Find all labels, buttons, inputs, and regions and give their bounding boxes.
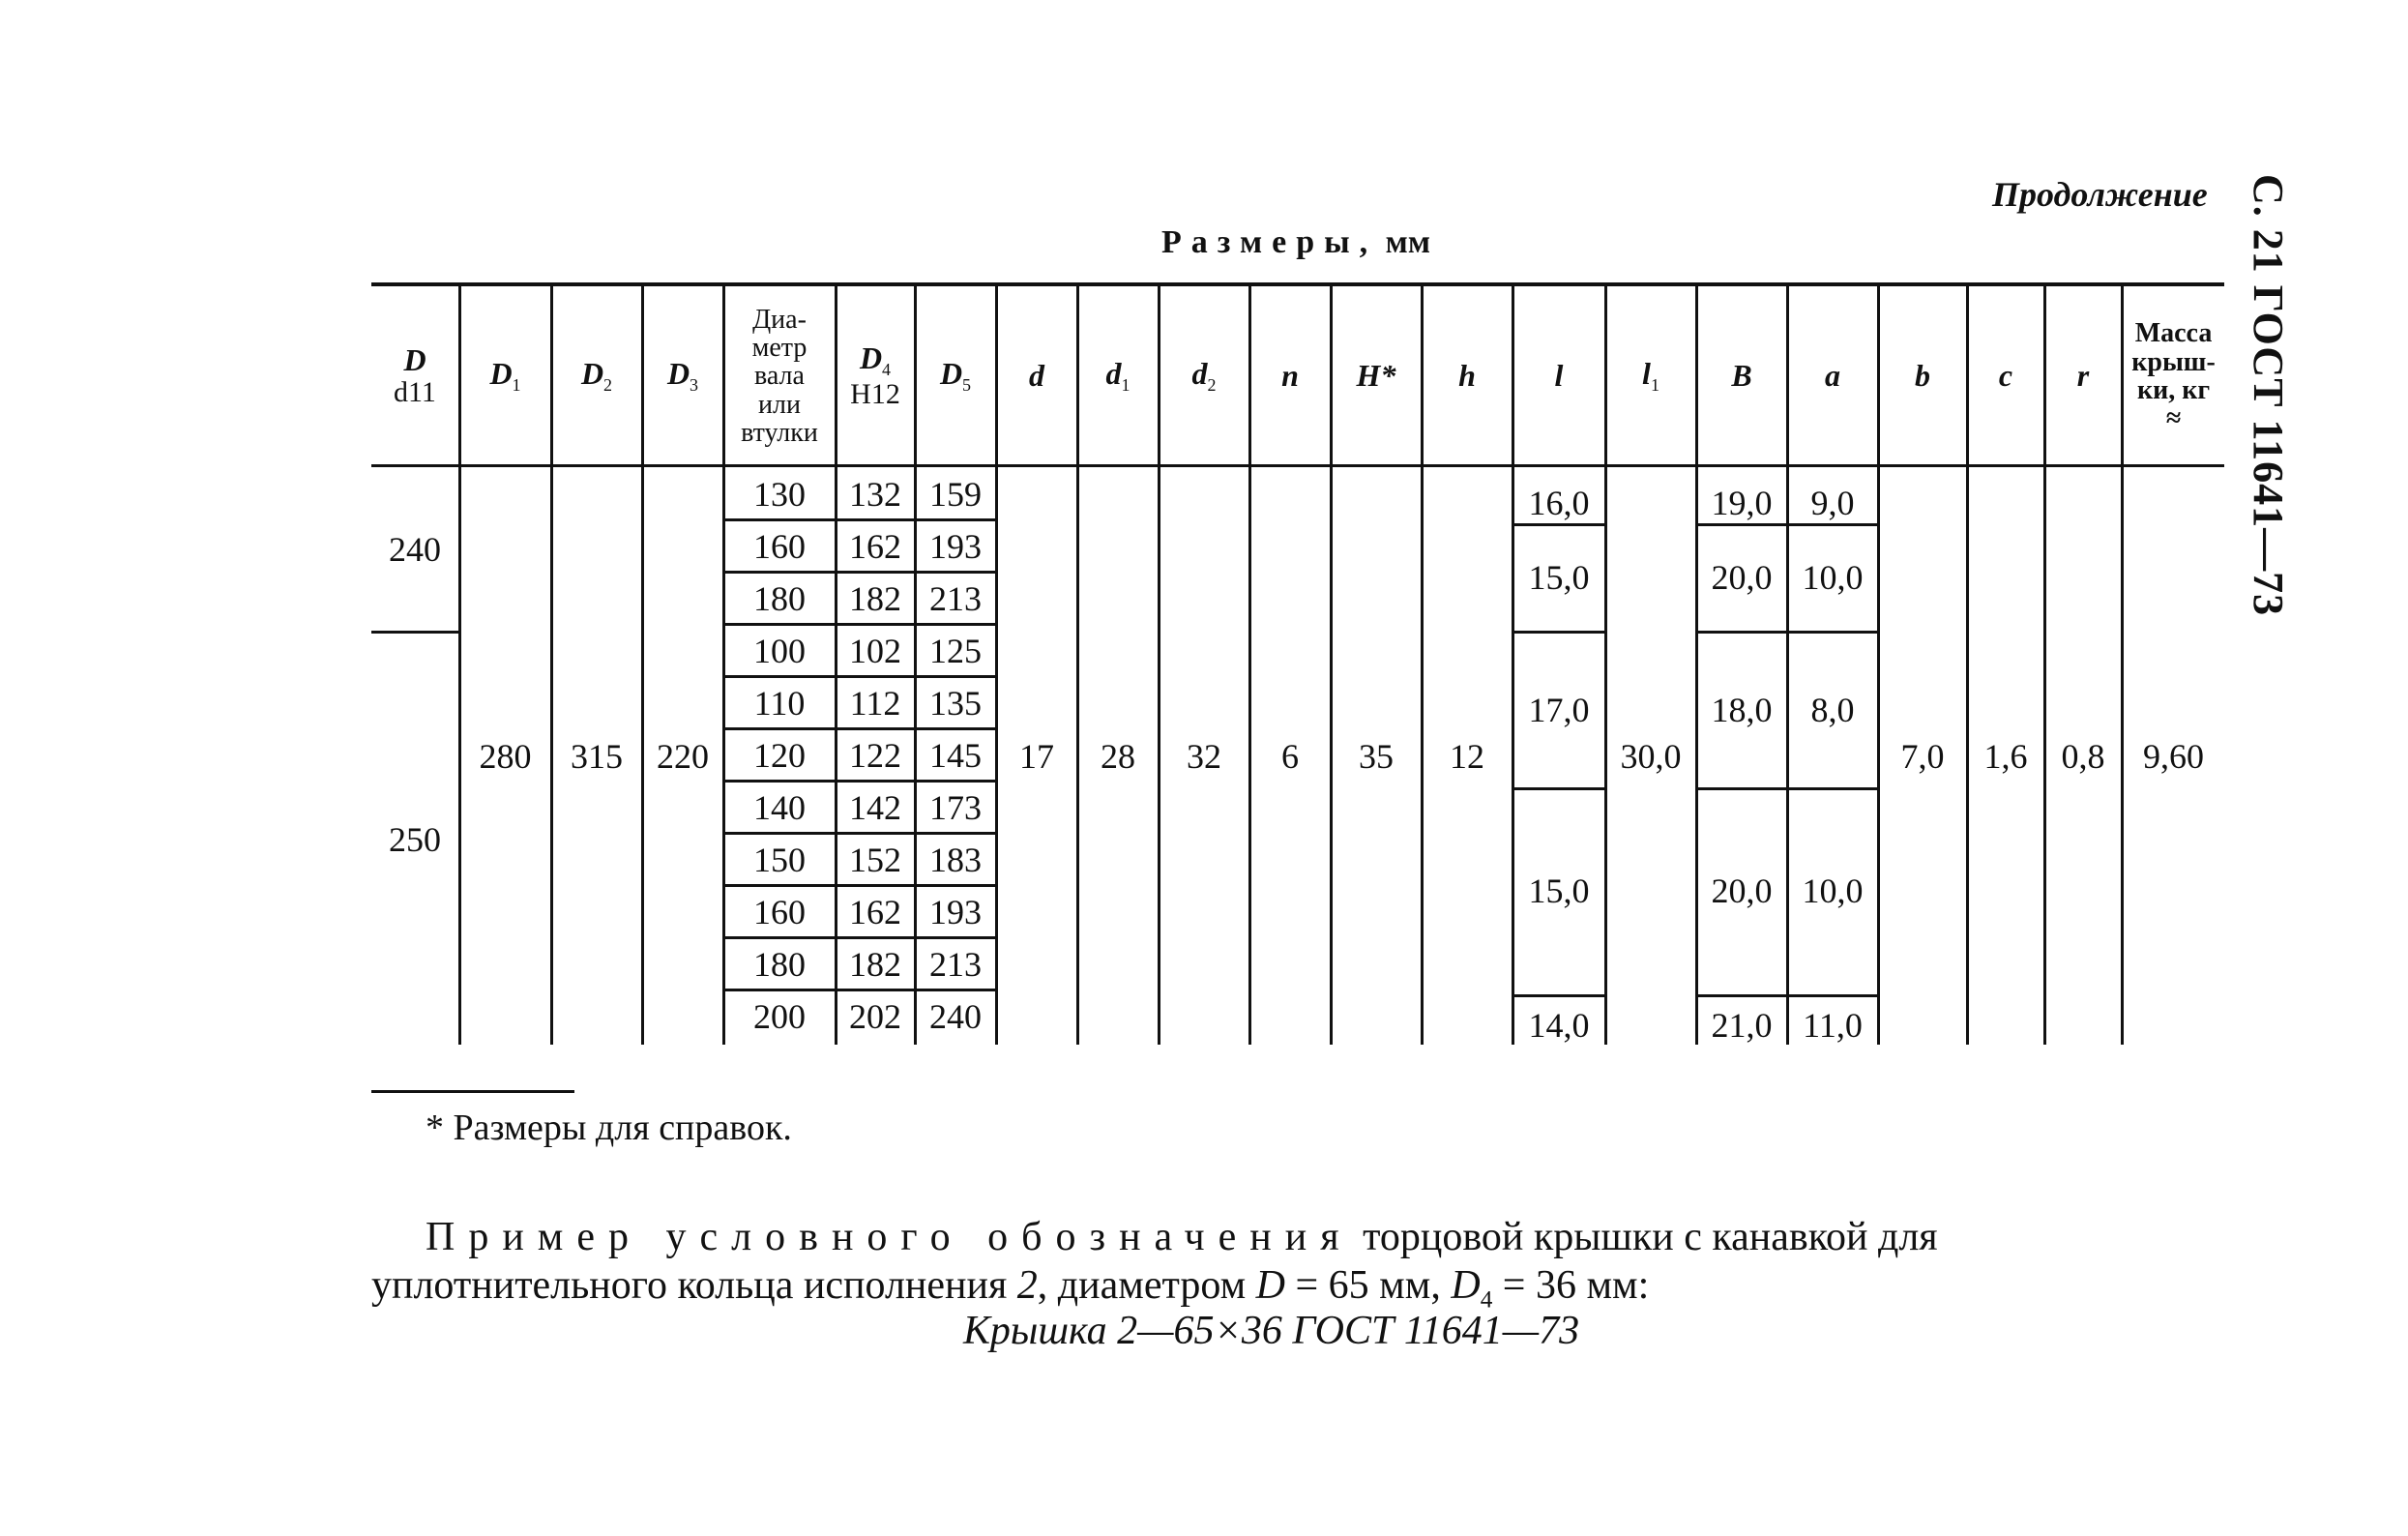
row-rule (724, 727, 995, 730)
cell-shaft: 150 (753, 841, 806, 879)
cell-d5: 240 (929, 997, 982, 1036)
cell-l-group: 17,0 (1528, 691, 1590, 729)
cell-l-group: 14,0 (1528, 1006, 1590, 1045)
header-l: l (1554, 358, 1564, 394)
header-shaft-diameter: Диа-метр вала или втулки (741, 304, 818, 449)
cell-d4: 102 (849, 632, 901, 670)
footnote-rule (371, 1090, 574, 1093)
col-rule (722, 286, 725, 1045)
cell-a-group: 9,0 (1810, 484, 1855, 522)
col-rule (1421, 286, 1424, 1045)
header-D5: $D_5$ (939, 356, 972, 396)
cell-B-group: 20,0 (1711, 871, 1773, 910)
col-rule (550, 286, 553, 1045)
cell-d4: 162 (849, 893, 901, 931)
cell-b: 7,0 (1900, 737, 1945, 776)
cell-D2: 315 (571, 737, 623, 776)
header-b: b (1915, 358, 1930, 394)
col-rule (835, 286, 837, 1045)
col-rule (995, 286, 998, 1045)
l-group-divider (1513, 631, 1604, 634)
cell-shaft: 200 (753, 997, 806, 1036)
cell-shaft: 180 (753, 579, 806, 618)
cell-d4: 132 (849, 475, 901, 514)
cell-shaft: 180 (753, 945, 806, 984)
example-line-1-rest: торцовой крышки с канавкой для (1363, 1215, 1938, 1259)
header-d: d (1029, 358, 1044, 394)
col-rule (1604, 286, 1607, 1045)
cell-d5: 159 (929, 475, 982, 514)
cell-shaft: 100 (753, 632, 806, 670)
row-rule (724, 989, 995, 991)
header-B: B (1731, 358, 1752, 394)
cell-a-group: 10,0 (1802, 871, 1864, 910)
row-rule (724, 623, 995, 626)
row-rule (724, 780, 995, 783)
row-rule (724, 675, 995, 678)
header-D1: $D_1$ (489, 356, 521, 396)
cell-H: 35 (1359, 737, 1394, 776)
col-rule (2121, 286, 2124, 1045)
cell-d5: 135 (929, 684, 982, 723)
cell-D3: 220 (657, 737, 709, 776)
header-h: h (1458, 358, 1476, 394)
cell-mass: 9,60 (2143, 737, 2204, 776)
table-top-rule (371, 282, 2224, 286)
cell-n: 6 (1281, 737, 1299, 776)
cell-D1: 280 (479, 737, 532, 776)
col-rule (458, 286, 461, 1045)
row-rule (724, 832, 995, 835)
cell-d4: 162 (849, 527, 901, 566)
cell-a-group: 8,0 (1810, 691, 1855, 729)
cell-B-group: 19,0 (1711, 484, 1773, 522)
col-rule (1248, 286, 1251, 1045)
continuation-label: Продолжение (1992, 175, 2208, 214)
header-l1: $l_1$ (1642, 356, 1659, 396)
cell-h: 12 (1450, 737, 1484, 776)
cell-B-group: 20,0 (1711, 558, 1773, 597)
col-rule (914, 286, 917, 1045)
cell-l-group: 16,0 (1528, 484, 1590, 522)
col-rule (1330, 286, 1333, 1045)
header-H: H* (1356, 358, 1396, 394)
cell-d1: 28 (1101, 737, 1135, 776)
cell-d4: 112 (849, 684, 901, 723)
row-rule (724, 884, 995, 887)
header-bottom-rule (371, 464, 2224, 467)
example-spaced-heading: Пример условного обозначения (426, 1215, 1353, 1259)
cell-d5: 193 (929, 893, 982, 931)
col-rule (641, 286, 644, 1045)
cell-d4: 122 (849, 736, 901, 775)
cell-shaft: 160 (753, 893, 806, 931)
example-line-2: уплотнительного кольца исполнения 2, диаметром D = 65 мм, $D_4 = 36$ мм: (371, 1263, 1650, 1314)
cell-D-240: 240 (389, 530, 441, 569)
footnote: * Размеры для справок. (426, 1108, 792, 1148)
cell-d5: 173 (929, 788, 982, 827)
cell-d2: 32 (1187, 737, 1221, 776)
l-group-divider (1513, 523, 1604, 526)
header-a: a (1825, 358, 1840, 394)
col-rule (1695, 286, 1698, 1045)
cell-shaft: 140 (753, 788, 806, 827)
cell-d5: 183 (929, 841, 982, 879)
cell-l-group: 15,0 (1528, 558, 1590, 597)
cell-d5: 193 (929, 527, 982, 566)
header-d1: $d_1$ (1105, 356, 1131, 396)
cell-d5: 145 (929, 736, 982, 775)
cell-r: 0,8 (2061, 737, 2105, 776)
cell-d4: 182 (849, 945, 901, 984)
header-r: r (2076, 358, 2090, 394)
cell-d4: 142 (849, 788, 901, 827)
col-rule (1966, 286, 1969, 1045)
l-group-divider (1513, 787, 1604, 790)
cell-l-group: 15,0 (1528, 871, 1590, 910)
cell-a-group: 11,0 (1803, 1006, 1863, 1045)
row-rule (724, 518, 995, 521)
col-rule (1512, 286, 1514, 1045)
cell-d5: 213 (929, 945, 982, 984)
cell-shaft: 110 (753, 684, 806, 723)
col-rule (1877, 286, 1880, 1045)
header-D: D d11 (394, 342, 436, 409)
example-designation: Крышка 2—65×36 ГОСТ 11641—73 (963, 1309, 1580, 1353)
cell-B-group: 21,0 (1711, 1006, 1773, 1045)
header-mass: Масса крыш-ки, кг ≈ (2131, 318, 2216, 434)
cell-d5: 125 (929, 632, 982, 670)
cell-l1: 30,0 (1620, 737, 1682, 776)
col-rule (2043, 286, 2046, 1045)
cell-d4: 182 (849, 579, 901, 618)
cell-B-group: 18,0 (1711, 691, 1773, 729)
header-D4: $D_4$ H12 (850, 340, 900, 411)
header-d2: $d_2$ (1191, 356, 1217, 396)
example-line-1 (426, 1214, 1938, 1260)
table-title-text: Размеры, (1161, 224, 1378, 260)
cell-d4: 152 (849, 841, 901, 879)
col-rule (1158, 286, 1160, 1045)
row-rule (724, 936, 995, 939)
header-D3: $D_3$ (666, 356, 699, 396)
cell-a-group: 10,0 (1802, 558, 1864, 597)
row-rule (724, 571, 995, 574)
table-title-unit: мм (1385, 224, 1430, 260)
cell-d5: 213 (929, 579, 982, 618)
cell-shaft: 130 (753, 475, 806, 514)
page-reference: С. 21 ГОСТ 11641—73 (2245, 174, 2292, 617)
cell-d4: 202 (849, 997, 901, 1036)
header-D2: $D_2$ (580, 356, 613, 396)
cell-shaft: 160 (753, 527, 806, 566)
l-group-divider (1513, 994, 1604, 997)
cell-D-250: 250 (389, 819, 441, 859)
header-n: n (1281, 358, 1299, 394)
col-rule (1076, 286, 1079, 1045)
header-c: c (1998, 358, 2013, 394)
cell-c: 1,6 (1983, 737, 2028, 776)
cell-d: 17 (1019, 737, 1054, 776)
col-rule (1786, 286, 1789, 1045)
cell-shaft: 120 (753, 736, 806, 775)
